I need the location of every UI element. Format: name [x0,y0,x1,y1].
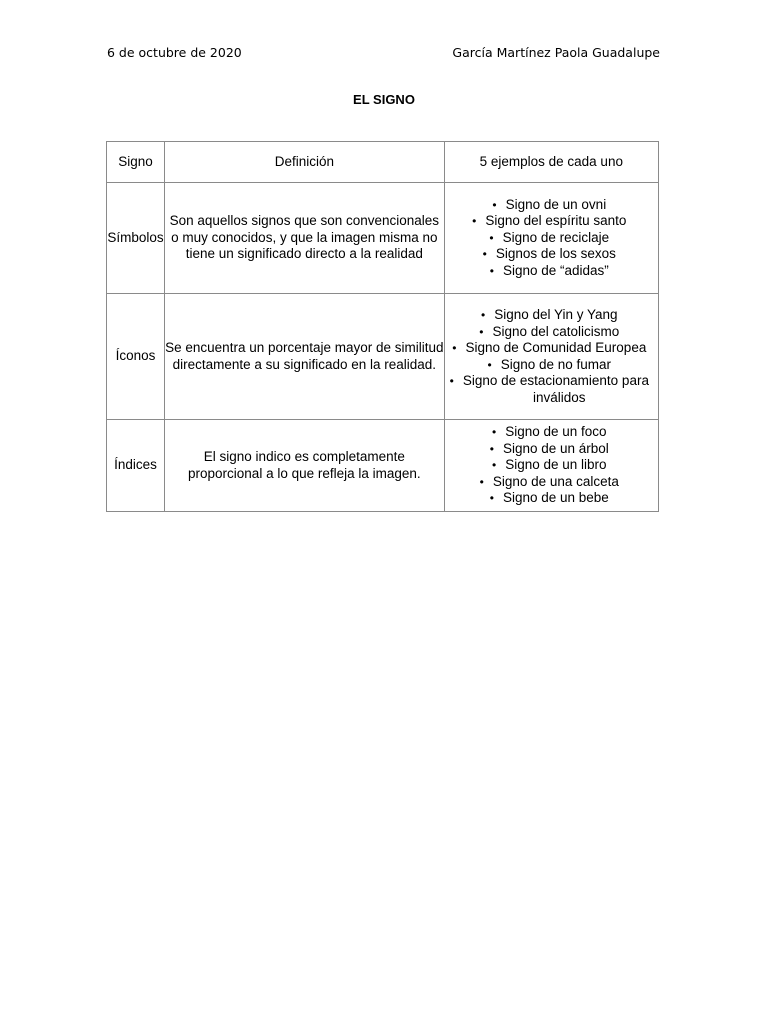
signo-cell: Íconos [107,294,165,420]
list-item [445,324,658,341]
bullet-icon: • [492,458,497,473]
example-text: Signo de no fumar [500,356,612,372]
list-item [445,474,658,491]
example-text: Signo de un libro [505,457,607,473]
example-text: Signos de los sexos [495,246,616,262]
example-text: Signo de un bebe [502,490,609,506]
bullet-icon: • [449,374,454,388]
list-item [445,373,658,406]
bullet-icon: • [479,324,484,339]
definicion-cell: Son aquellos signos que son convencionales o muy conocidos, y que la imagen misma no tiene un significado directo a la realidad [165,183,445,294]
definicion-cell: Se encuentra un porcentaje mayor de similitud directamente a su significado en la realidad. [165,294,445,420]
example-text: Signo de estacionamiento para inválidos [462,373,649,405]
signo-cell: Símbolos [107,183,165,294]
list-item [445,213,658,230]
list-item [445,490,658,507]
ejemplos-cell [444,183,658,294]
signo-table [106,141,659,512]
bullet-icon: • [489,491,494,506]
example-text: Signo de una calceta [492,473,619,489]
list-item [445,457,658,474]
bullet-icon: • [452,341,457,355]
bullet-icon: • [481,308,486,322]
list-item [445,246,658,263]
header-definicion: Definición [165,142,445,183]
definicion-cell: El signo indico es completamente proporcional a lo que refleja la imagen. [165,420,445,512]
header-author: García Martínez Paola Guadalupe [452,45,660,60]
list-item [445,357,658,374]
example-text: Signo de un árbol [502,440,609,456]
table-row [107,183,659,294]
document-title: EL SIGNO [353,92,415,107]
header-signo: Signo [107,142,165,183]
example-text: Signo de “adidas” [502,262,609,278]
example-text: Signo de reciclaje [502,229,610,245]
example-text: Signo de un foco [505,424,607,440]
list-item [445,263,658,280]
bullet-icon: • [487,357,492,372]
header-date: 6 de octubre de 2020 [107,45,242,60]
bullet-icon: • [489,441,494,456]
table-row [107,294,659,420]
list-item [445,340,658,357]
signo-cell: Índices [107,420,165,512]
table-row [107,420,659,512]
examples-list [445,307,658,406]
example-text: Signo de un ovni [505,196,607,212]
example-text: Signo del Yin y Yang [494,307,618,322]
example-text: Signo del espíritu santo [485,213,627,229]
list-item [445,230,658,247]
page-header [107,45,660,65]
bullet-icon: • [482,247,487,262]
bullet-icon: • [492,197,497,212]
ejemplos-cell [444,420,658,512]
examples-list [445,197,658,280]
example-text: Signo de Comunidad Europea [465,340,647,355]
ejemplos-cell [444,294,658,420]
bullet-icon: • [472,214,477,229]
list-item [445,441,658,458]
list-item [445,424,658,441]
example-text: Signo del catolicismo [492,323,620,339]
bullet-icon: • [492,425,497,440]
bullet-icon: • [489,230,494,245]
bullet-icon: • [479,474,484,489]
list-item [445,197,658,214]
table-header-row [107,142,659,183]
list-item [445,307,658,324]
examples-list [445,424,658,507]
bullet-icon: • [489,263,494,278]
header-ejemplos: 5 ejemplos de cada uno [444,142,658,183]
